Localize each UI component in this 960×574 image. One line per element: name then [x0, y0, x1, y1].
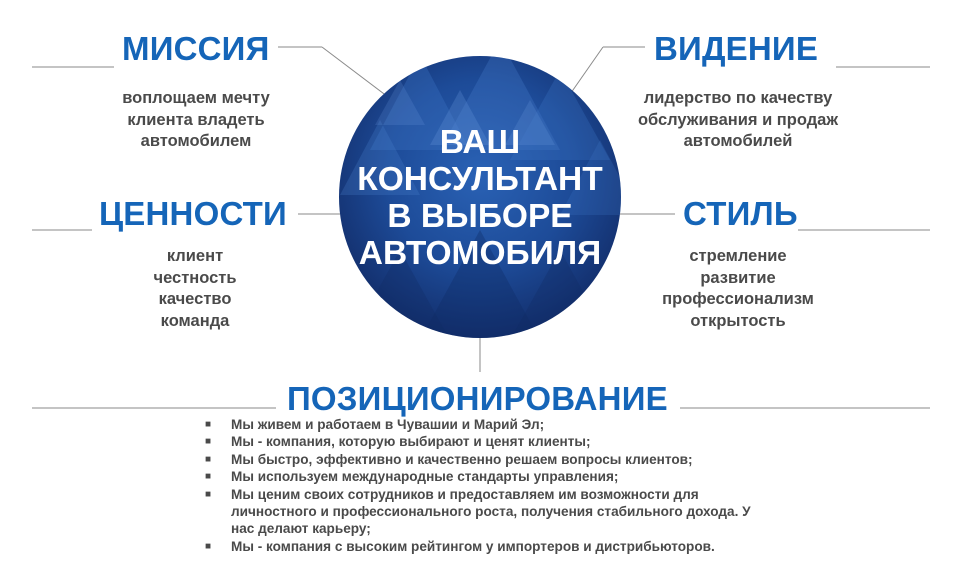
vision-line: автомобилей — [683, 132, 793, 150]
vision-heading: ВИДЕНИЕ — [654, 30, 819, 67]
positioning-item-text: Мы быстро, эффективно и качественно решаем вопросы клиентов; — [231, 451, 693, 467]
bullet-icon: ■ — [205, 419, 212, 430]
style-line: профессионализм — [662, 290, 814, 308]
positioning-item — [205, 486, 765, 538]
center-line: ВАШ — [439, 124, 521, 161]
center-line: АВТОМОБИЛЯ — [358, 235, 602, 272]
style-heading: СТИЛЬ — [683, 195, 798, 232]
values-description — [110, 246, 280, 332]
positioning-list — [205, 416, 765, 555]
mission-heading: МИССИЯ — [122, 30, 270, 67]
mission-description — [106, 88, 286, 153]
mission-line: автомобилем — [140, 132, 252, 150]
mission-line: клиента владеть — [127, 110, 265, 129]
bullet-icon: ■ — [205, 540, 212, 552]
style-line: стремление — [689, 247, 787, 265]
style-description — [648, 246, 828, 332]
positioning-heading: ПОЗИЦИОНИРОВАНИЕ — [287, 380, 668, 417]
values-heading: ЦЕННОСТИ — [99, 195, 287, 232]
values-line: клиент — [166, 247, 224, 265]
vision-description — [628, 88, 848, 153]
vision-line: обслуживания и продаж — [637, 110, 839, 129]
positioning-item-text: Мы используем международные стандарты управления; — [231, 469, 619, 485]
positioning-item-text: Мы - компания с высоким рейтингом у импортеров и дистрибьюторов. — [231, 538, 715, 554]
values-line: качество — [158, 290, 232, 308]
positioning-item — [205, 451, 765, 468]
positioning-item — [205, 468, 765, 485]
center-line: В ВЫБОРЕ — [387, 198, 573, 235]
values-line: честность — [153, 268, 237, 287]
bullet-icon: ■ — [205, 488, 212, 500]
bullet-icon: ■ — [205, 453, 212, 465]
vision-line: лидерство по качеству — [643, 89, 833, 107]
values-line: команда — [160, 311, 230, 330]
center-line: КОНСУЛЬТАНТ — [357, 161, 603, 198]
positioning-item — [205, 538, 765, 555]
positioning-item-text: Мы живем и работаем в Чувашии и Марий Эл; — [231, 417, 545, 432]
mission-connector-diagonal — [322, 47, 392, 100]
positioning-item — [205, 433, 765, 450]
positioning-item-text: Мы ценим своих сотрудников и предоставляем им возможности для личностного и профессионального роста, получения стабильного дохода. У нас делают карьеру; — [231, 486, 751, 537]
positioning-item — [205, 416, 765, 433]
style-line: развитие — [700, 268, 776, 287]
style-line: открытость — [690, 311, 786, 330]
bullet-icon: ■ — [205, 471, 212, 483]
positioning-item-text: Мы - компания, которую выбирают и ценят клиенты; — [231, 434, 591, 450]
bullet-icon: ■ — [205, 436, 212, 448]
center-title — [330, 124, 630, 272]
mission-line: воплощаем мечту — [122, 89, 270, 107]
